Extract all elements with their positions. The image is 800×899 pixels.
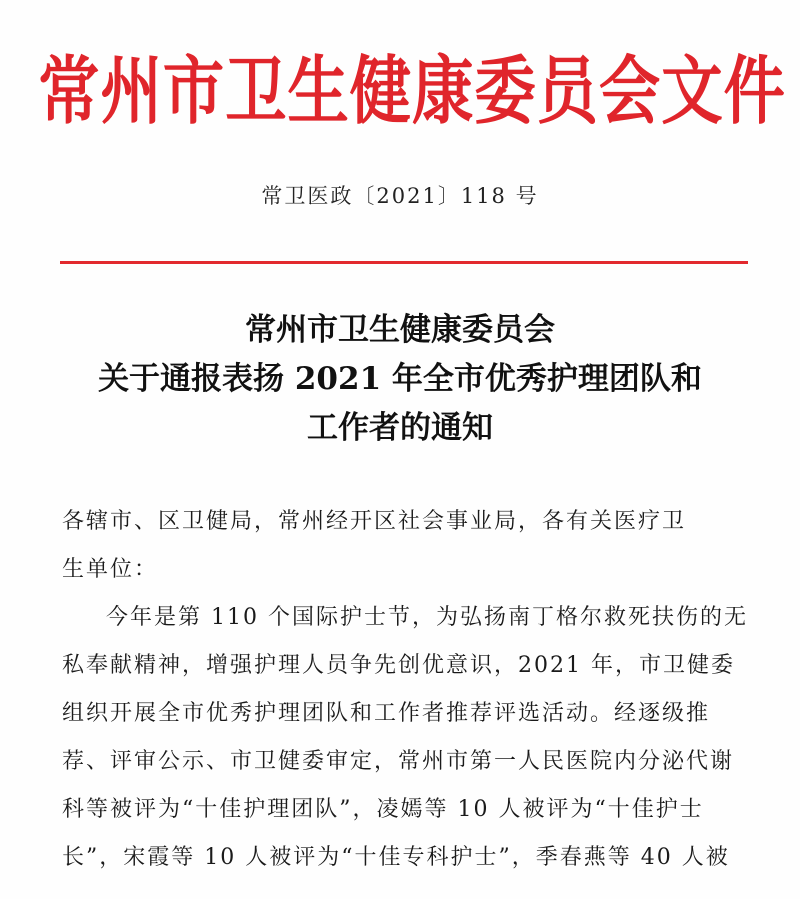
body-line: 科等被评为“十佳护理团队”，凌嫣等 10 人被评为“十佳护士: [62, 797, 704, 822]
body-line: 今年是第 110 个国际护士节，为弘扬南丁格尔救死扶伤的无: [106, 605, 748, 630]
notice-body: [62, 498, 750, 882]
addressee-line: 各辖市、区卫健局，常州经开区社会事业局，各有关医疗卫: [62, 509, 687, 534]
body-line: 组织开展全市优秀护理团队和工作者推荐评选活动。经逐级推: [62, 701, 711, 726]
title-line: 关于通报表扬 2021 年全市优秀护理团队和: [98, 361, 702, 397]
red-divider-line: [60, 261, 748, 264]
document-number: 常卫医政〔2021〕118 号: [261, 184, 539, 208]
title-line: 常州市卫生健康委员会: [245, 312, 555, 348]
notice-title: [40, 306, 760, 453]
body-line: 荐、评审公示、市卫健委审定，常州市第一人民医院内分泌代谢: [62, 749, 735, 774]
title-line: 工作者的通知: [307, 410, 493, 446]
body-line: 私奉献精神，增强护理人员争先创优意识，2021 年，市卫健委: [62, 653, 735, 678]
addressee-line: 生单位：: [62, 557, 159, 582]
body-line: 长”，宋霞等 10 人被评为“十佳专科护士”，季春燕等 40 人被: [62, 845, 730, 870]
document-masthead: 常州市卫生健康委员会文件: [38, 46, 786, 134]
